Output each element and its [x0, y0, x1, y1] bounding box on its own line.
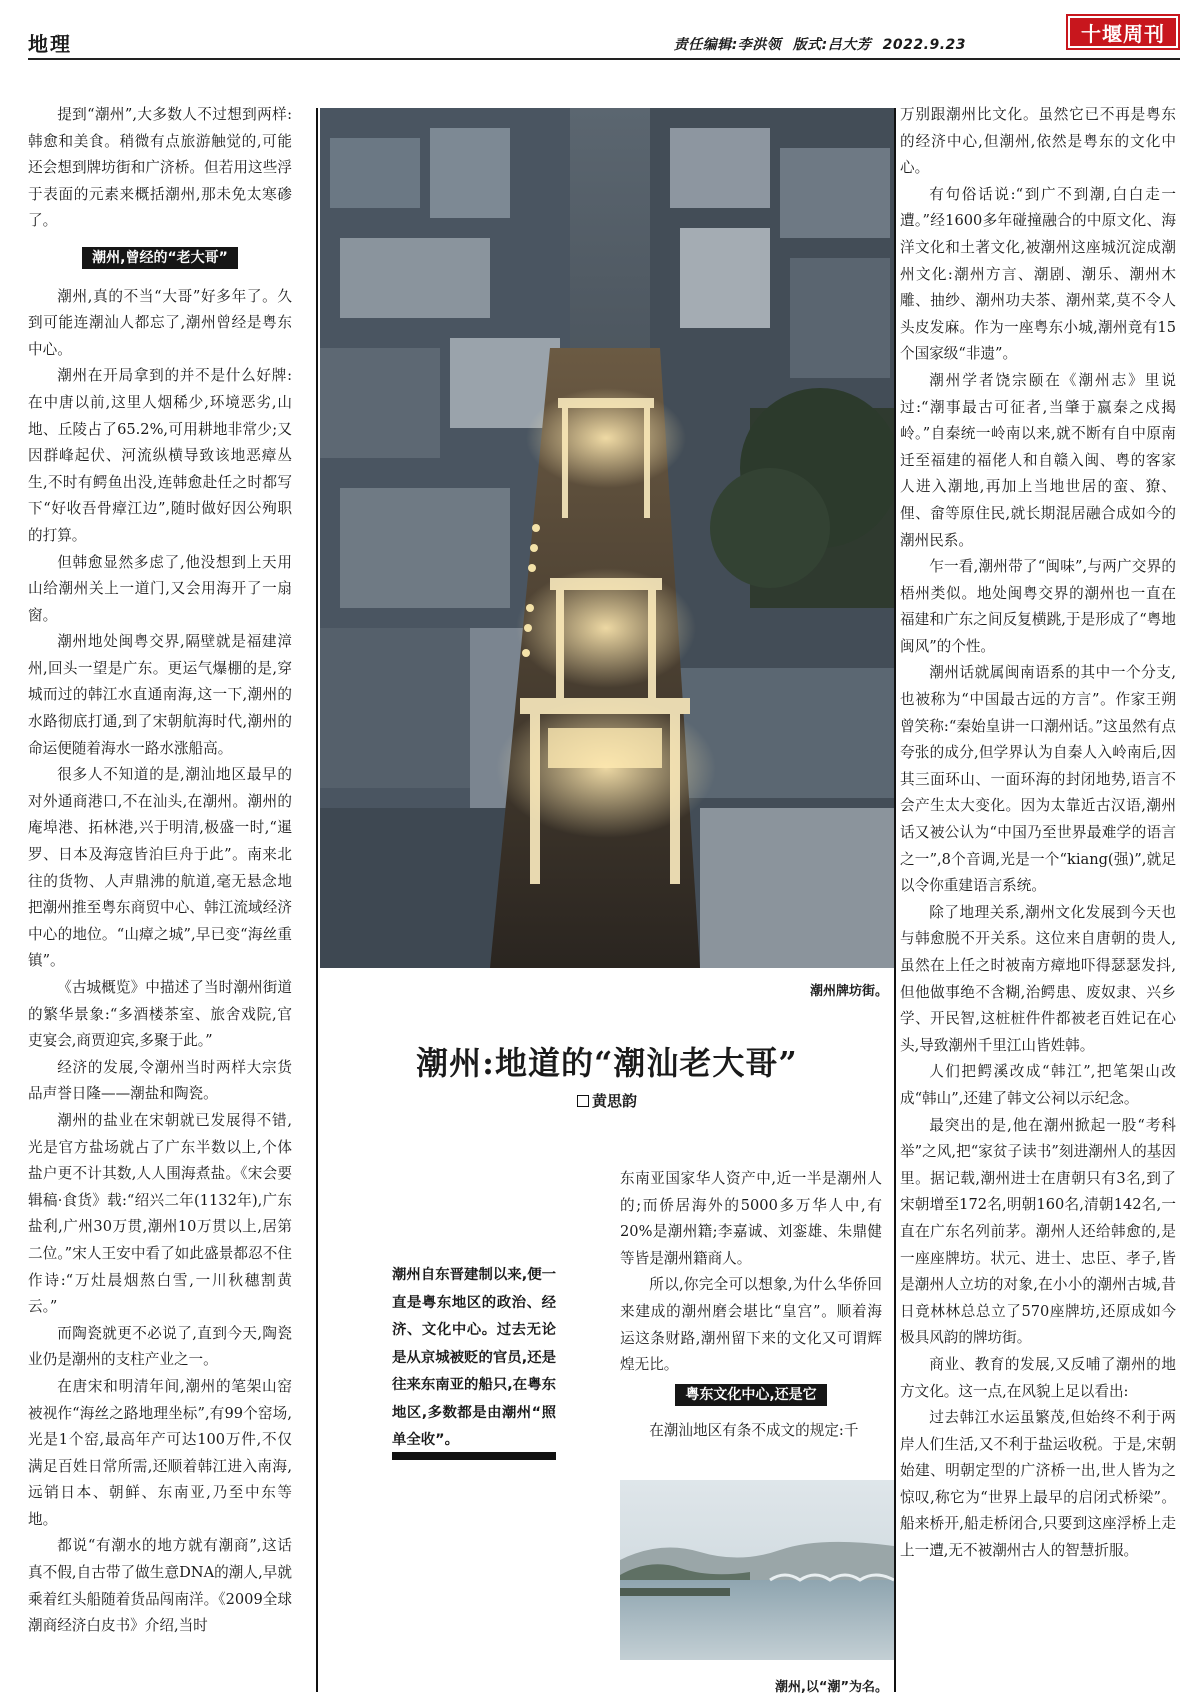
masthead-logo: 十堰周刊	[1066, 14, 1180, 50]
column-divider-left	[316, 108, 318, 1692]
subhead: 粤东文化中心,还是它	[675, 1384, 826, 1406]
paragraph: 潮州,真的不当“大哥”好多年了。久到可能连潮汕人都忘了,潮州曾经是粤东中心。	[28, 287, 292, 358]
paragraph: 潮州地处闽粤交界,隔壁就是福建漳州,回头一望是广东。更运气爆棚的是,穿城而过的韩江水直通南海,这一下,潮州的水路彻底打通,到了宋朝航海时代,潮州的命运便随着海水一路水涨船高。	[28, 633, 292, 757]
paragraph: 过去韩江水运虽繁茂,但始终不利于两岸人们生活,又不利于盐运收税。于是,宋朝始建、明朝定型的广济桥一出,世人皆为之惊叹,称它为“世界上最早的启闭式桥梁”。船来桥开,船走桥闭合,只要到这座浮桥上走上一遭,无不被潮州古人的智慧折服。	[900, 1409, 1176, 1560]
small-photo-han-river	[620, 1480, 894, 1660]
paragraph: 潮州学者饶宗颐在《潮州志》里说过:“潮事最古可征者,当肇于嬴秦之戍揭岭。”自秦统一岭南以来,就不断有自中原南迁至福建的福佬人和自赣入闽、粤的客家人进入潮地,再加上当地世居的蛮、獠、俚、畲等原住民,就长期混居融合成如今的潮州民系。	[900, 371, 1176, 549]
issue-date: 2022.9.23	[882, 37, 966, 53]
paragraph: 最突出的是,他在潮州掀起一股“考科举”之风,把“家贫子读书”刻进潮州人的基因里。据记载,潮州进士在唐朝只有3名,到了宋朝增至172名,明朝160名,清朝142名,一直在广东名列前茅。潮州人还给韩愈的,是一座座牌坊。状元、进士、忠臣、孝子,皆是潮州人立坊的对象,在小小的潮州古城,昔日竟林林总总立了570座牌坊,还原成如今极具风韵的牌坊街。	[900, 1116, 1176, 1347]
paragraph: 但韩愈显然多虑了,他没想到上天用山给潮州关上一道门,又会用海开了一扇窗。	[28, 553, 292, 624]
paragraph: 都说“有潮水的地方就有潮商”,这话真不假,自古带了做生意DNA的潮人,早就乘着红头船随着货品闯南洋。《2009全球潮商经济白皮书》介绍,当时	[28, 1537, 292, 1635]
paragraph: 《古城概览》中描述了当时潮州街道的繁华景象:“多酒楼茶室、旅舍戏院,官吏宴会,商贾迎宾,多聚于此。”	[28, 979, 292, 1050]
paragraph: 潮州话就属闽南语系的其中一个分支,也被称为“中国最古远的方言”。作家王朔曾笑称:“秦始皇讲一口潮州话。”这虽然有点夸张的成分,但学界认为自秦人入岭南后,因其三面环山、一面环海的封闭地势,语言不会产生太大变化。因为太靠近古汉语,潮州话又被公认为“中国乃至世界最难学的语言之一”,8个音调,光是一个“kiang(强)”,就足以令你重建语言系统。	[900, 664, 1176, 895]
middle-subhead-wrap	[620, 1384, 882, 1406]
byline	[320, 1090, 894, 1111]
article-title: 潮州:地道的“潮汕老大哥”	[416, 1044, 798, 1082]
paragraph: 所以,你完全可以想象,为什么华侨回来建成的潮州磨会堪比“皇宫”。顺着海运这条财路,潮州留下来的文化又可谓辉煌无比。	[620, 1276, 882, 1374]
paragraph: 而陶瓷就更不必说了,直到今天,陶瓷业仍是潮州的支柱产业之一。	[28, 1324, 292, 1369]
header-rule	[28, 58, 1180, 60]
paragraph: 潮州在开局拿到的并不是什么好牌:在中唐以前,这里人烟稀少,环境恶劣,山地、丘陵占了65.2%,可用耕地非常少;又因群峰起伏、河流纵横导致该地恶瘴丛生,不时有鳄鱼出没,连韩愈赴任之时都写下“好收吾骨瘴江边”,随时做好因公殉职的打算。	[28, 367, 292, 544]
paragraph: 在潮汕地区有条不成文的规定:千	[649, 1422, 859, 1439]
paragraph: 很多人不知道的是,潮汕地区最早的对外通商港口,不在汕头,在潮州。潮州的庵埠港、拓林港,兴于明清,极盛一时,“暹罗、日本及海寇皆泊巨舟于此”。南来北往的货物、人声鼎沸的航道,毫无悬念地把潮州推至粤东商贸中心、韩江流域经济中心的地位。“山瘴之城”,早已变“海丝重镇”。	[28, 766, 292, 970]
paragraph: 潮州的盐业在宋朝就已发展得不错,光是官方盐场就占了广东半数以上,个体盐户更不计其数,人人围海煮盐。《宋会要辑稿·食货》载:“绍兴二年(1132年),广东盐利,广州30万贯,潮州10万贯以上,居第二位。”宋人王安中看了如此盛景都忍不住作诗:“万灶晨烟熬白雪,一川秋穗割黄云。”	[28, 1111, 292, 1316]
main-photo-pailou-street	[320, 108, 894, 968]
paragraph: 经济的发展,令潮州当时两样大宗货品声誉日隆——潮盐和陶瓷。	[28, 1058, 292, 1103]
paragraph: 乍一看,潮州带了“闽味”,与两广交界的梧州类似。地处闽粤交界的潮州也一直在福建和广东之间反复横跳,于是形成了“粤地闽风”的个性。	[900, 558, 1176, 655]
paragraph: 提到“潮州”,大多数人不过想到两样:韩愈和美食。稍微有点旅游触觉的,可能还会想到牌坊街和广济桥。但若用这些浮于表面的元素来概括潮州,那未免太寒碜了。	[28, 106, 292, 230]
editor-credit: 责任编辑:李洪领	[673, 37, 782, 53]
lead-bar	[392, 1452, 556, 1460]
header-credits	[668, 34, 966, 54]
small-photo-caption: 潮州,以“潮”为名。	[774, 1680, 888, 1695]
right-column	[900, 102, 1176, 1697]
middle-column	[620, 1166, 882, 1378]
subhead: 潮州,曾经的“老大哥”	[82, 247, 238, 269]
paragraph: 在唐宋和明清年间,潮州的笔架山窑被视作“海丝之路地理坐标”,有99个窑场,光是1个窑,最高年产可达100万件,不仅满足百姓日常所需,还顺着韩江进入南海,远销日本、朝鲜、东南亚,乃至中东等地。	[28, 1377, 292, 1528]
paragraph: 除了地理关系,潮州文化发展到今天也与韩愈脱不开关系。这位来自唐朝的贵人,虽然在上任之时被南方瘴地吓得瑟瑟发抖,但他做事绝不含糊,治鳄患、废奴隶、兴乡学、开民智,这桩桩件件都被老百姓记在心头,导致潮州千里江山皆姓韩。	[900, 903, 1176, 1054]
paragraph: 东南亚国家华人资产中,近一半是潮州人的;而侨居海外的5000多万华人中,有20%是潮州籍;李嘉诚、刘銮雄、朱鼎健等皆是潮州籍商人。	[620, 1170, 882, 1267]
paragraph: 万别跟潮州比文化。虽然它已不再是粤东的经济中心,但潮州,依然是粤东的文化中心。	[900, 106, 1176, 177]
paragraph: 商业、教育的发展,又反哺了潮州的地方文化。这一点,在风貌上足以看出:	[900, 1355, 1176, 1400]
main-photo-caption: 潮州牌坊街。	[809, 984, 888, 999]
middle-column-continued	[620, 1418, 882, 1458]
layout-credit: 版式:吕大芳	[792, 37, 872, 53]
paragraph: 人们把鳄溪改成“韩江”,把笔架山改成“韩山”,还建了韩文公祠以示纪念。	[900, 1063, 1176, 1107]
left-column	[28, 102, 292, 1692]
column-divider-right	[894, 108, 896, 1692]
author-name: 黄思韵	[591, 1092, 637, 1110]
byline-box-icon	[577, 1095, 589, 1107]
lead-paragraph: 潮州自东晋建制以来,便一直是粤东地区的政治、经济、文化中心。过去无论是从京城被贬的官员,还是往来东南亚的船只,在粤东地区,多数都是由潮州“照单全收”。	[392, 1267, 556, 1448]
paragraph: 有句俗话说:“到广不到潮,白白走一遭。”经1600多年碰撞融合的中原文化、海洋文化和土著文化,被潮州这座城沉淀成潮州文化:潮州方言、潮剧、潮乐、潮州木雕、抽纱、潮州功夫茶、潮州菜,莫不令人头皮发麻。作为一座粤东小城,潮州竟有15个国家级“非遗”。	[900, 185, 1176, 363]
section-label: 地理	[28, 32, 72, 56]
